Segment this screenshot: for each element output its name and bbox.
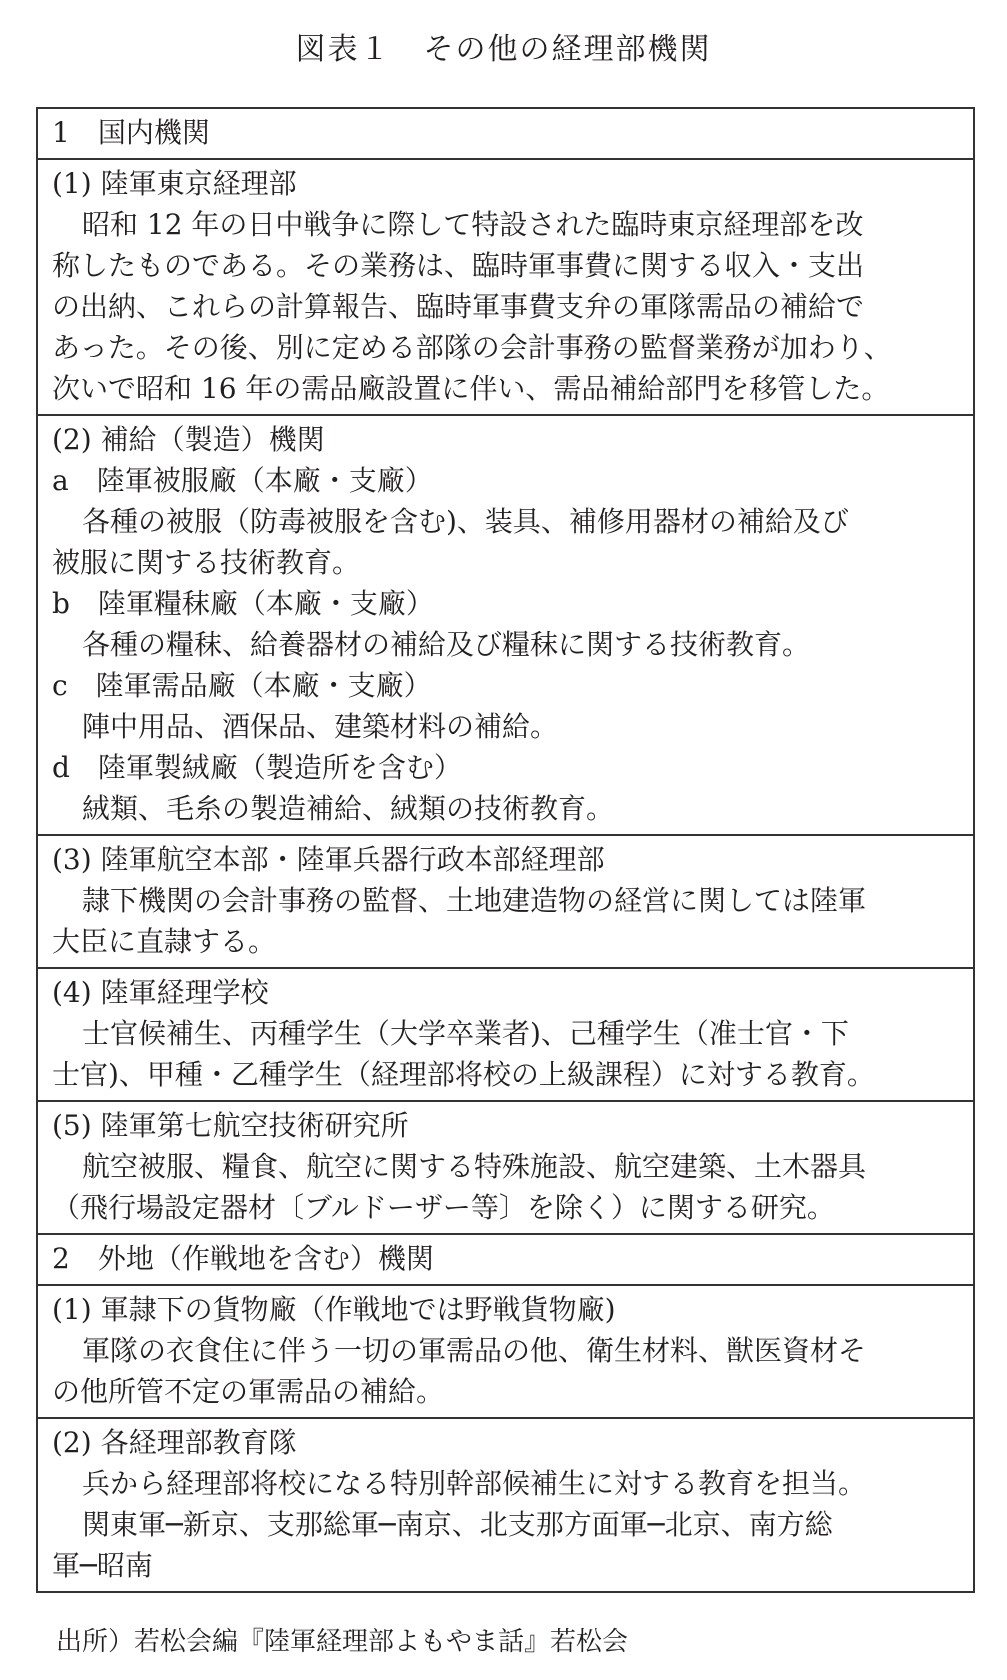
section-heading: (3) 陸軍航空本部・陸軍兵器行政本部経理部 [52, 843, 605, 876]
section-heading: (5) 陸軍第七航空技術研究所 [52, 1109, 409, 1142]
section-heading: (1) 陸軍東京経理部 [52, 167, 297, 200]
section-heading: b 陸軍糧秣廠（本廠・支廠） [52, 587, 434, 620]
section-heading: c 陸軍需品廠（本廠・支廠） [52, 669, 432, 702]
body-text-line: 関東軍─新京、支那総軍─南京、北支那方面軍─北京、南方総 [82, 1508, 833, 1541]
table-section [38, 1233, 973, 1284]
body-text-line: 軍隊の衣食住に伴う一切の軍需品の他、衛生材料、獣医資材そ [82, 1334, 867, 1367]
body-text-line: 兵から経理部将校になる特別幹部候補生に対する教育を担当。 [82, 1467, 867, 1500]
section-heading: a 陸軍被服廠（本廠・支廠） [52, 464, 433, 497]
body-text-line: 昭和 12 年の日中戦争に際して特設された臨時東京経理部を改 [82, 208, 864, 241]
body-text-line: 隷下機関の会計事務の監督、土地建造物の経営に関しては陸軍 [82, 884, 867, 917]
table-section [38, 109, 973, 158]
source-note: 出所）若松会編『陸軍経理部よもやま話』若松会 [56, 1627, 629, 1657]
body-text-line: 航空被服、糧食、航空に関する特殊施設、航空建築、土木器具 [82, 1150, 867, 1183]
table-section [38, 1100, 973, 1233]
figure-title: 図表１ その他の経理部機関 [295, 32, 712, 67]
body-text-line: の出納、これらの計算報告、臨時軍事費支弁の軍隊需品の補給で [52, 290, 865, 323]
section-heading: 1 国内機関 [52, 116, 210, 149]
body-text-line: あった。その後、別に定める部隊の会計事務の監督業務が加わり、 [52, 331, 892, 364]
body-text-line: 絨類、毛糸の製造補給、絨類の技術教育。 [82, 792, 615, 825]
body-text-line: （飛行場設定器材〔ブルドーザー等〕を除く）に関する研究。 [52, 1191, 835, 1224]
section-heading: (4) 陸軍経理学校 [52, 976, 269, 1009]
organization-table [36, 107, 975, 1593]
body-text-line: 各種の被服（防毒被服を含む)、装具、補修用器材の補給及び [82, 505, 849, 538]
table-section [38, 1284, 973, 1417]
section-heading: (2) 各経理部教育隊 [52, 1426, 297, 1459]
table-section [38, 1417, 973, 1591]
table-section [38, 834, 973, 967]
body-text-line: 士官候補生、丙種学生（大学卒業者)、己種学生（准士官・下 [82, 1017, 849, 1050]
body-text-line: 次いで昭和 16 年の需品廠設置に伴い、需品補給部門を移管した。 [52, 372, 890, 405]
section-heading: d 陸軍製絨廠（製造所を含む） [52, 751, 462, 784]
body-text-line: 被服に関する技術教育。 [52, 546, 361, 579]
section-heading: (2) 補給（製造）機関 [52, 423, 325, 456]
body-text-line: 士官)、甲種・乙種学生（経理部将校の上級課程）に対する教育。 [52, 1058, 875, 1091]
body-text-line: 陣中用品、酒保品、建築材料の補給。 [82, 710, 559, 743]
table-section [38, 414, 973, 834]
body-text-line: の他所管不定の軍需品の補給。 [52, 1375, 445, 1408]
section-heading: 2 外地（作戦地を含む）機関 [52, 1242, 434, 1275]
table-section [38, 967, 973, 1100]
section-heading: (1) 軍隷下の貨物廠（作戦地では野戦貨物廠) [52, 1293, 616, 1326]
body-text-line: 軍─昭南 [52, 1549, 153, 1582]
body-text-line: 称したものである。その業務は、臨時軍事費に関する収入・支出 [52, 249, 865, 282]
body-text-line: 各種の糧秣、給養器材の補給及び糧秣に関する技術教育。 [82, 628, 811, 661]
body-text-line: 大臣に直隷する。 [52, 925, 277, 958]
table-section [38, 158, 973, 414]
